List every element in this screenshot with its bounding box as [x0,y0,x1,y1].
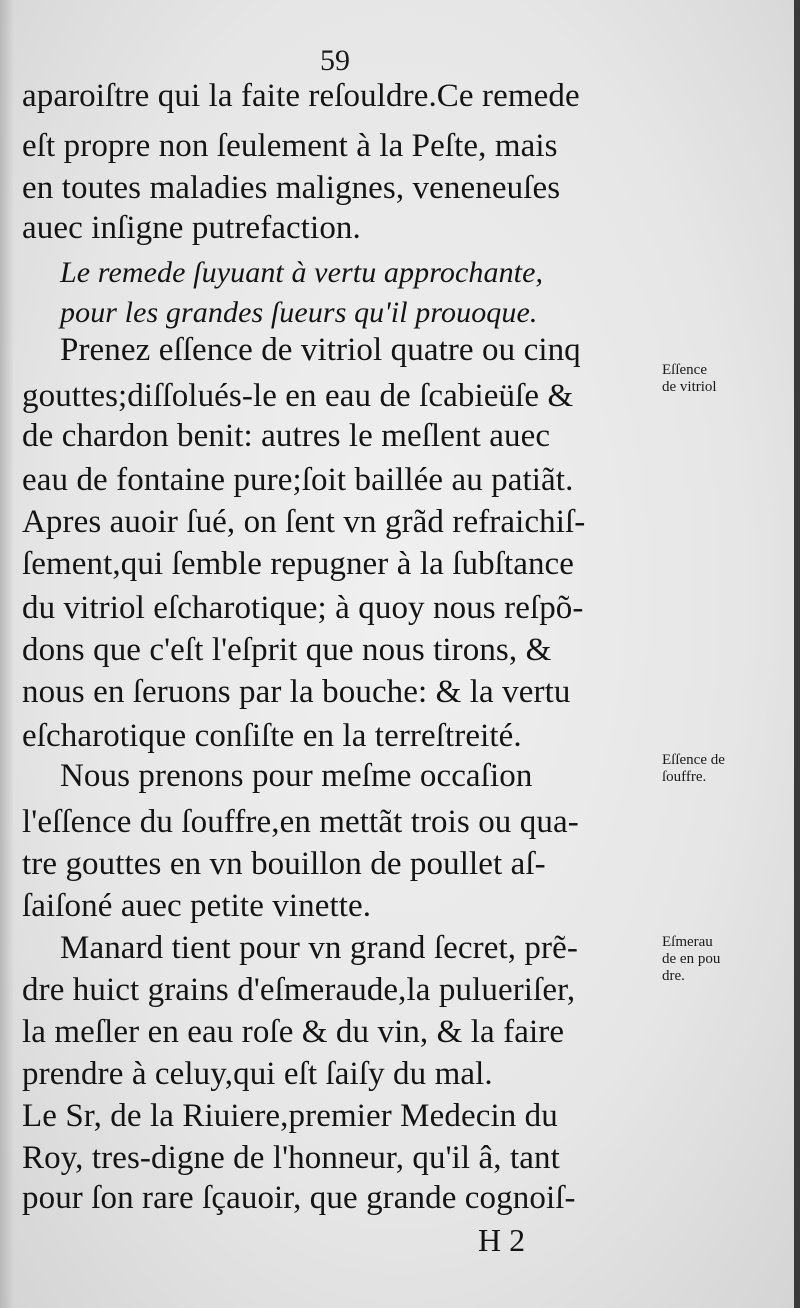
text-line: dons que c'eſt l'eſprit que nous tirons, & [22,632,552,668]
text-line: Nous prenons pour meſme occaſion [60,758,533,794]
text-line: l'eſſence du ſouffre,en mettãt trois ou qua- [22,804,579,840]
text-line: tre gouttes en vn bouillon de poullet aſ- [22,846,546,882]
section-heading-line: Le remede ſuyuant à vertu approchante, [60,256,544,289]
text-line: Roy, tres-digne de l'honneur, qu'il â, tant [22,1140,560,1176]
text-line: ſaiſoné auec petite vinette. [22,888,372,924]
text-line: auec inſigne putrefaction. [22,210,361,246]
margin-note: Eſſence de vitriol [662,362,717,395]
text-line: la meſler en eau roſe & du vin, & la faire [22,1014,565,1050]
section-heading-line: pour les grandes ſueurs qu'il prouoque. [60,296,538,329]
text-line: eau de fontaine pure;ſoit baillée au patiãt. [22,462,574,498]
text-line: gouttes;diſſolués-le en eau de ſcabieüſe & [22,378,574,414]
text-line: eſcharotique conſiſte en la terreſtreité. [22,718,522,754]
page-number: 59 [320,44,350,77]
text-line: Prenez eſſence de vitriol quatre ou cinq [60,332,581,368]
text-line: pour ſon rare ſçauoir, que grande cognoiſ- [22,1180,576,1216]
text-line: dre huict grains d'eſmeraude,la pulueriſer, [22,972,576,1008]
margin-note: Eſmerau de en pou dre. [662,934,721,984]
text-line: nous en ſeruons par la bouche: & la vertu [22,674,571,710]
text-line: du vitriol eſcharotique; à quoy nous reſpõ- [22,590,584,626]
signature-mark: H 2 [478,1222,526,1258]
text-line: de chardon benit: autres le meſlent auec [22,418,551,454]
text-line: aparoiſtre qui la faite reſouldre.Ce remede [22,78,580,114]
text-line: Le Sr, de la Riuiere,premier Medecin du [22,1098,558,1134]
text-line: Manard tient pour vn grand ſecret, prẽ- [60,930,578,966]
text-line: prendre à celuy,qui eſt ſaiſy du mal. [22,1056,493,1092]
margin-note: Eſſence de ſouffre. [662,752,725,785]
text-line: eſt propre non ſeulement à la Peſte, mais [22,128,558,164]
text-line: Apres auoir ſué, on ſent vn grãd refraichiſ- [22,504,586,540]
text-line: en toutes maladies malignes, veneneuſes [22,170,561,206]
text-line: ſement,qui ſemble repugner à la ſubſtance [22,546,575,582]
